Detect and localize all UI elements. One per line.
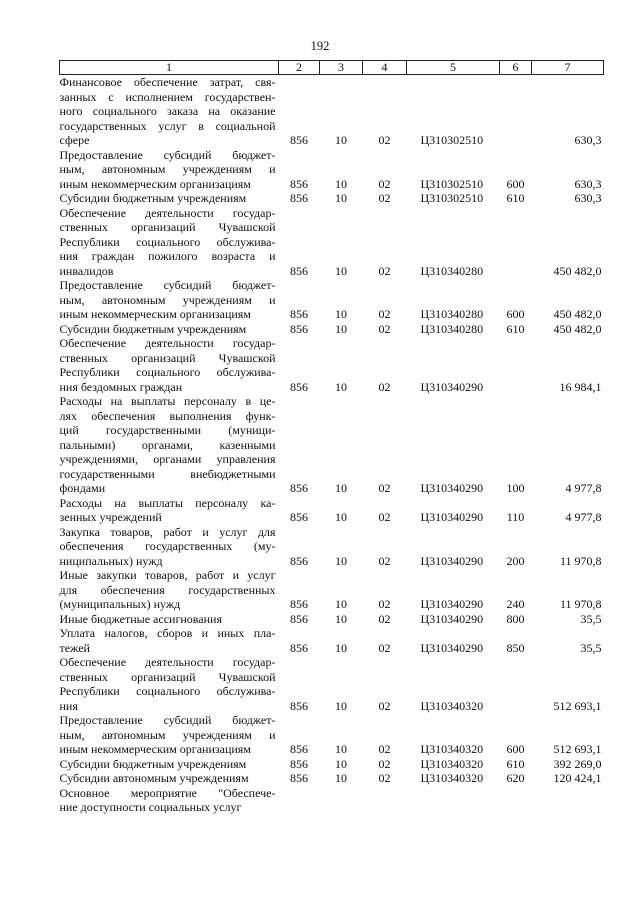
- admin-code: 856: [290, 307, 308, 321]
- table-row: [60, 496, 604, 525]
- target-article-code: Ц310340320: [420, 771, 484, 785]
- table-row: [60, 191, 604, 206]
- section-code: 10: [335, 611, 347, 626]
- amount: 35,5: [580, 640, 602, 655]
- description-line: лях обеспечения выполнения функ-: [59, 408, 276, 423]
- target-article-code: Ц310340280: [420, 321, 484, 336]
- admin-code: 856: [290, 481, 308, 495]
- row-description: [60, 757, 279, 772]
- admin-code: 856: [290, 698, 308, 713]
- table-row: [60, 568, 604, 612]
- description-line: для обеспечения государственных: [59, 582, 276, 597]
- expense-type-code: 600: [506, 742, 525, 756]
- target-article-code: Ц310302510: [420, 176, 484, 191]
- table-row: [60, 525, 604, 569]
- section-code: 10: [335, 481, 347, 495]
- target-article-code: Ц310340320: [420, 698, 484, 713]
- description-line: пальными) органами, казенными: [59, 437, 276, 452]
- description-line: ций государственными (муници-: [59, 423, 276, 437]
- admin-code: 856: [290, 263, 308, 278]
- row-description: [60, 713, 279, 757]
- table-row: [60, 713, 604, 757]
- column-header: 1: [60, 61, 279, 75]
- amount: 630,3: [574, 191, 602, 205]
- description-line: Обеспечение деятельности государ-: [59, 205, 276, 220]
- description-line: Республики социального обслужива-: [59, 684, 276, 698]
- row-description: [60, 278, 279, 322]
- subsection-code: 02: [378, 191, 391, 205]
- row-description: [60, 612, 279, 627]
- expense-type-code: [500, 655, 532, 713]
- target-article-code: Ц310340320: [420, 742, 484, 756]
- subsection-code: 02: [378, 307, 391, 321]
- description-line: ственных организаций Чувашской: [59, 220, 276, 234]
- amount: 512 693,1: [553, 742, 602, 756]
- target-article-code: Ц310340290: [420, 640, 484, 655]
- subsection-code: 02: [378, 133, 391, 147]
- description-line: (муниципальных) нужд: [59, 597, 181, 611]
- table-row: [60, 322, 604, 337]
- target-article-code: Ц310302510: [420, 133, 484, 147]
- admin-code: 856: [290, 510, 308, 524]
- description-line: ния: [59, 698, 78, 713]
- description-line: ного социального заказа на оказание: [59, 104, 276, 118]
- target-article-code: Ц310340290: [420, 379, 484, 394]
- amount: 630,3: [574, 176, 602, 191]
- subsection-code: 02: [378, 481, 391, 495]
- table-row: [60, 771, 604, 786]
- amount: 120 424,1: [553, 771, 602, 785]
- section-code: [320, 786, 363, 815]
- row-description: [60, 626, 279, 655]
- admin-code: 856: [290, 597, 308, 611]
- expense-type-code: [500, 336, 532, 394]
- subsection-code: 02: [378, 553, 391, 568]
- description-line: государственных услуг в социальной: [59, 118, 276, 133]
- admin-code: 856: [290, 742, 308, 756]
- subsection-code: 02: [378, 321, 391, 336]
- target-article-code: Ц310340290: [420, 597, 484, 611]
- page-number: 192: [310, 39, 330, 53]
- description-line: государственными внебюджетными: [59, 466, 276, 481]
- expense-type-code: 110: [506, 510, 525, 524]
- description-line: обеспечения государственных (му-: [59, 539, 276, 553]
- amount: 11 970,8: [559, 597, 602, 611]
- description-line: Расходы на выплаты персоналу ка-: [59, 495, 276, 510]
- description-line: Предоставление субсидий бюджет-: [59, 278, 276, 292]
- description-line: иным некоммерческим организациям: [59, 307, 251, 321]
- row-description: [60, 568, 279, 612]
- amount: 16 984,1: [559, 379, 602, 394]
- subsection-code: 02: [378, 756, 391, 771]
- subsection-code: 02: [378, 263, 391, 278]
- target-article-code: Ц310340290: [420, 481, 484, 495]
- subsection-code: 02: [378, 640, 391, 655]
- table-row: [60, 612, 604, 627]
- description-line: ственных организаций Чувашской: [59, 669, 276, 684]
- description-line: ние доступности социальных услуг: [59, 800, 242, 814]
- section-code: 10: [335, 510, 347, 524]
- target-article-code: [407, 786, 500, 815]
- description-line: ным, автономным учреждениям и: [59, 727, 276, 742]
- row-description: [60, 786, 279, 815]
- description-line: Иные закупки товаров, работ и услуг: [59, 568, 276, 582]
- table-row: [60, 336, 604, 394]
- subsection-code: 02: [378, 742, 391, 756]
- amount: 11 970,8: [559, 553, 602, 568]
- subsection-code: 02: [378, 698, 391, 713]
- section-code: 10: [335, 553, 347, 568]
- admin-code: 856: [290, 771, 308, 785]
- admin-code: 856: [290, 756, 308, 771]
- target-article-code: Ц310302510: [420, 191, 484, 205]
- target-article-code: Ц310340290: [420, 611, 484, 626]
- description-line: ным, автономным учреждениям и: [59, 162, 276, 176]
- description-line: Субсидии бюджетным учреждениям: [59, 321, 247, 336]
- row-description: [60, 771, 279, 786]
- expense-type-code: 200: [506, 553, 525, 568]
- section-code: 10: [335, 133, 347, 147]
- table-row: [60, 626, 604, 655]
- table-row: [60, 655, 604, 713]
- description-line: ния граждан пожилого возраста и: [59, 249, 276, 263]
- description-line: Обеспечение деятельности государ-: [59, 655, 276, 669]
- description-line: ственных организаций Чувашской: [59, 350, 276, 365]
- row-description: [60, 322, 279, 337]
- admin-code: 856: [290, 321, 308, 336]
- amount: [532, 786, 604, 815]
- expense-type-code: 610: [506, 321, 525, 336]
- table-row: [60, 757, 604, 772]
- admin-code: 856: [290, 133, 308, 147]
- section-code: 10: [335, 771, 347, 785]
- description-line: фондами: [59, 481, 106, 495]
- row-description: [60, 394, 279, 496]
- target-article-code: Ц310340320: [420, 756, 484, 771]
- amount: 4 977,8: [565, 481, 602, 495]
- row-description: [60, 206, 279, 279]
- expense-type-code: 850: [506, 640, 525, 655]
- admin-code: 856: [290, 191, 308, 205]
- section-code: 10: [335, 756, 347, 771]
- expense-type-code: 600: [506, 176, 525, 191]
- description-line: Обеспечение деятельности государ-: [59, 336, 276, 350]
- column-header: 5: [407, 61, 500, 75]
- amount: 630,3: [574, 133, 602, 147]
- admin-code: 856: [290, 553, 308, 568]
- target-article-code: Ц310340290: [420, 510, 484, 524]
- description-line: Иные бюджетные ассигнования: [59, 611, 222, 626]
- expense-type-code: 610: [506, 191, 525, 205]
- amount: 4 977,8: [565, 510, 602, 524]
- subsection-code: 02: [378, 771, 391, 785]
- subsection-code: 02: [378, 597, 391, 611]
- description-line: учреждениями, органами управления: [59, 452, 276, 466]
- amount: 450 482,0: [553, 321, 602, 336]
- target-article-code: Ц310340280: [420, 263, 484, 278]
- expense-type-code: 240: [506, 597, 525, 611]
- header-row: [60, 61, 604, 75]
- column-header: 6: [500, 61, 532, 75]
- admin-code: 856: [290, 611, 308, 626]
- table-row: [60, 75, 604, 148]
- description-line: инвалидов: [59, 263, 114, 278]
- table-row: [60, 278, 604, 322]
- description-line: тежей: [59, 640, 90, 655]
- budget-table: [59, 60, 604, 815]
- admin-code: 856: [290, 176, 308, 191]
- expense-type-code: 800: [506, 611, 525, 626]
- description-line: Субсидии бюджетным учреждениям: [59, 756, 247, 771]
- column-header: 2: [279, 61, 320, 75]
- row-description: [60, 75, 279, 148]
- admin-code: 856: [290, 640, 308, 655]
- row-description: [60, 655, 279, 713]
- column-header: 7: [532, 61, 604, 75]
- column-header: 3: [320, 61, 363, 75]
- description-line: Предоставление субсидий бюджет-: [59, 147, 276, 162]
- table-row: [60, 206, 604, 279]
- description-line: иным некоммерческим организациям: [59, 742, 251, 756]
- description-line: Республики социального обслужива-: [59, 365, 276, 379]
- amount: 450 482,0: [553, 307, 602, 321]
- subsection-code: 02: [378, 510, 391, 524]
- expense-type-code: 610: [506, 756, 525, 771]
- section-code: 10: [335, 321, 347, 336]
- amount: 35,5: [580, 611, 602, 626]
- row-description: [60, 191, 279, 206]
- amount: 392 269,0: [553, 756, 602, 771]
- subsection-code: 02: [378, 176, 391, 191]
- table-row: [60, 394, 604, 496]
- subsection-code: [363, 786, 407, 815]
- description-line: Закупка товаров, работ и услуг для: [59, 524, 276, 539]
- expense-type-code: [500, 786, 532, 815]
- description-line: Уплата налогов, сборов и иных пла-: [59, 626, 276, 640]
- column-header: 4: [363, 61, 407, 75]
- description-line: сфере: [59, 133, 90, 147]
- section-code: 10: [335, 742, 347, 756]
- description-line: ниципальных) нужд: [59, 553, 163, 568]
- expense-type-code: [500, 75, 532, 148]
- description-line: Основное мероприятие "Обеспече-: [59, 785, 276, 800]
- section-code: 10: [335, 640, 347, 655]
- description-line: Субсидии бюджетным учреждениям: [59, 191, 247, 205]
- table-row: [60, 148, 604, 192]
- section-code: 10: [335, 307, 347, 321]
- section-code: 10: [335, 176, 347, 191]
- section-code: 10: [335, 191, 347, 205]
- description-line: Расходы на выплаты персоналу в це-: [59, 394, 276, 408]
- row-description: [60, 496, 279, 525]
- expense-type-code: [500, 206, 532, 279]
- section-code: 10: [335, 698, 347, 713]
- expense-type-code: 620: [506, 771, 525, 785]
- section-code: 10: [335, 263, 347, 278]
- amount: 512 693,1: [553, 698, 602, 713]
- row-description: [60, 148, 279, 192]
- description-line: иным некоммерческим организациям: [59, 176, 251, 191]
- target-article-code: Ц310340280: [420, 307, 484, 321]
- target-article-code: Ц310340290: [420, 553, 484, 568]
- description-line: Субсидии автономным учреждениям: [59, 771, 249, 785]
- description-line: Финансовое обеспечение затрат, свя-: [59, 75, 276, 89]
- subsection-code: 02: [378, 379, 391, 394]
- row-description: [60, 525, 279, 569]
- expense-type-code: 600: [506, 307, 525, 321]
- row-description: [60, 336, 279, 394]
- description-line: Предоставление субсидий бюджет-: [59, 713, 276, 727]
- description-line: занных с исполнением государствен-: [59, 89, 276, 104]
- table-row: [60, 786, 604, 815]
- description-line: ния бездомных граждан: [59, 379, 183, 394]
- admin-code: 856: [290, 379, 308, 394]
- description-line: зенных учреждений: [59, 510, 162, 524]
- description-line: Республики социального обслужива-: [59, 234, 276, 249]
- expense-type-code: 100: [506, 481, 525, 495]
- description-line: ным, автономным учреждениям и: [59, 292, 276, 307]
- admin-code: [279, 786, 320, 815]
- section-code: 10: [335, 597, 347, 611]
- amount: 450 482,0: [553, 263, 602, 278]
- section-code: 10: [335, 379, 347, 394]
- subsection-code: 02: [378, 611, 391, 626]
